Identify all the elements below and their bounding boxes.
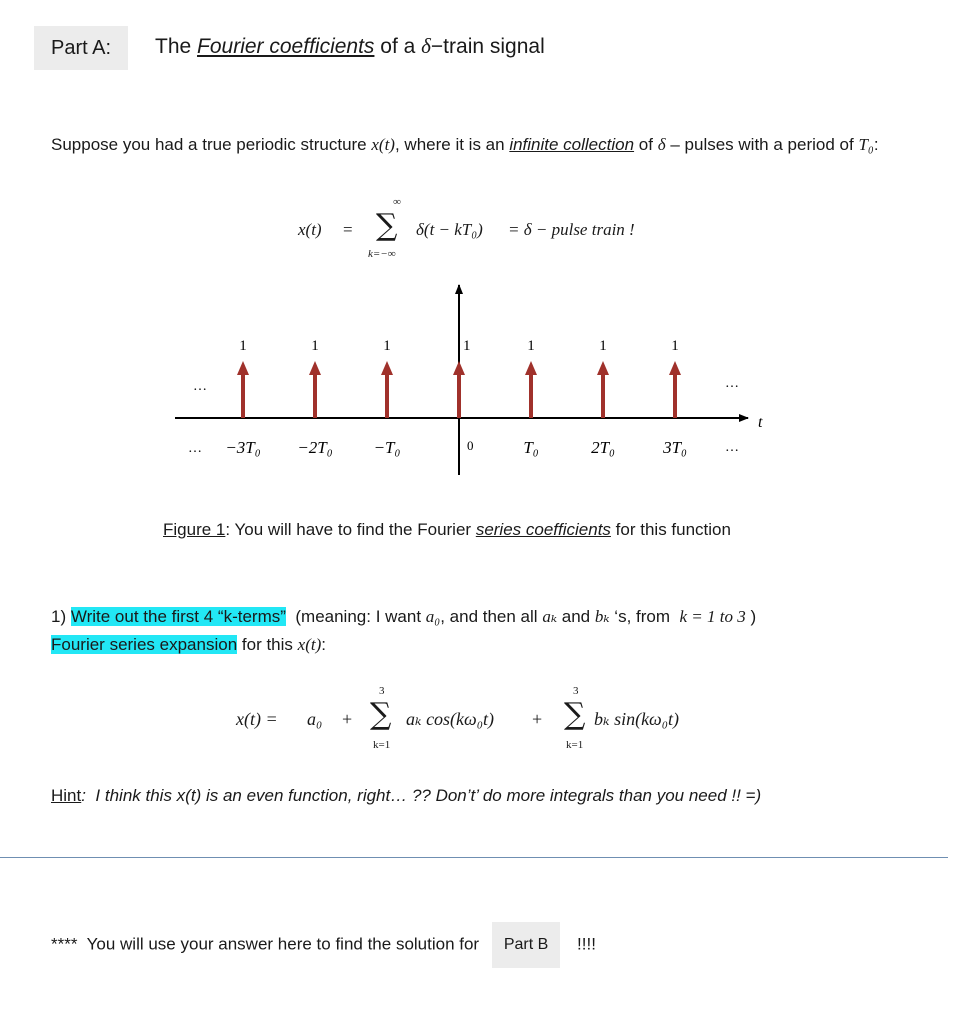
hint-line <box>51 786 761 806</box>
caption-figure-ref: Figure 1 <box>163 520 226 539</box>
intro-text-5: : <box>873 135 879 154</box>
question-1 <box>51 603 931 659</box>
stem-value-label: 1 <box>671 338 679 354</box>
stem-tick-label: 2T₀ <box>591 438 615 457</box>
eq1-sum-top: ∞ <box>393 196 401 208</box>
q1-highlight-1: Write out the first 4 “k-terms” <box>70 607 286 626</box>
hint-text: I think this x(t) is an even function, right… ?? Don’t’ do more integrals than you need !! =) <box>95 786 762 805</box>
eq2-a0: a₀ <box>307 709 323 729</box>
caption-text-1: : You will have to find the Fourier <box>225 520 472 539</box>
stem-value-label: 1 <box>463 338 471 354</box>
q1-text-3: and <box>561 607 591 626</box>
eq1-lhs: x(t) <box>298 220 322 239</box>
intro-link: infinite collection <box>509 135 635 154</box>
q1-ak: aₖ <box>542 607 558 626</box>
eq2-sum2-bottom: k=1 <box>566 739 584 751</box>
ellipsis-right-bottom: … <box>725 440 739 455</box>
hint-colon: : <box>81 786 86 805</box>
eq2-sum1-bottom: k=1 <box>373 739 391 751</box>
eq2-plus-1: + <box>342 709 353 729</box>
footer-text: You will use your answer here to find the solution for <box>86 934 480 954</box>
title-suffix: −train signal <box>430 35 545 58</box>
stem-tick-label: −T₀ <box>373 438 401 457</box>
intro-delta: δ <box>657 135 666 154</box>
eq2-sum1-top: 3 <box>379 685 385 697</box>
q1-text-1: (meaning: I want <box>295 607 422 626</box>
q1-text-6: for this <box>241 635 293 654</box>
q1-text-5: ) <box>750 607 757 626</box>
q1-number: 1) <box>51 607 67 626</box>
q1-a0: a₀ <box>425 607 441 626</box>
q1-highlight-2: Fourier series expansion <box>51 635 238 654</box>
stem-tick-label: 3T₀ <box>663 438 687 457</box>
eq1-rhs: = δ − pulse train ! <box>508 220 635 239</box>
part-b-label: Part B <box>492 922 560 968</box>
equation-fourier-series <box>236 685 756 755</box>
equation-delta-train <box>298 196 738 270</box>
ellipsis-left-top: … <box>193 379 207 394</box>
title-prefix: The <box>155 35 192 58</box>
intro-text-3: of <box>638 135 653 154</box>
eq2-lhs: x(t) = <box>236 709 278 729</box>
q1-bk: bₖ <box>594 607 610 626</box>
eq2-term-1: aₖ cos(kω₀t) <box>406 709 495 729</box>
title-link: Fourier coefficients <box>197 35 375 58</box>
eq2-sigma-2: ∑ <box>564 697 586 732</box>
stem-value-label: 1 <box>311 338 319 354</box>
title-mid: of a <box>380 35 416 58</box>
q1-range: k = 1 to 3 <box>679 607 746 626</box>
caption-link: series coefficients <box>475 520 611 539</box>
stem-value-label: 1 <box>599 338 607 354</box>
eq1-term: δ(t − kT₀) <box>416 220 483 239</box>
eq2-plus-2: + <box>532 709 543 729</box>
eq2-sigma-1: ∑ <box>370 697 392 732</box>
stem-value-label: 1 <box>527 338 535 354</box>
page-title <box>155 34 545 59</box>
eq2-term-2: bₖ sin(kω₀t) <box>594 709 680 729</box>
stem-tick-label: T₀ <box>523 438 539 457</box>
stem-tick-label: −3T₀ <box>225 438 261 457</box>
hint-label: Hint <box>51 786 82 805</box>
stem-tick-label: 0 <box>467 438 474 453</box>
caption-text-2: for this function <box>615 520 731 539</box>
delta-train-figure <box>150 275 790 490</box>
stem-value-label: 1 <box>383 338 391 354</box>
intro-text-1: Suppose you had a true periodic structure <box>51 135 367 154</box>
figure-caption <box>163 520 731 540</box>
intro-T0: T₀ <box>858 135 874 154</box>
part-a-label: Part A: <box>34 26 128 70</box>
intro-text-2: , where it is an <box>394 135 505 154</box>
eq1-equals: = <box>343 220 353 239</box>
intro-paragraph <box>51 131 911 159</box>
ellipsis-right-top: … <box>725 376 739 391</box>
title-delta: δ <box>421 34 431 58</box>
section-divider <box>0 857 948 858</box>
q1-text-7: : <box>321 635 326 654</box>
stem-value-label: 1 <box>239 338 247 354</box>
stem-tick-label: −2T₀ <box>297 438 333 457</box>
q1-xt: x(t) <box>297 635 322 654</box>
eq1-sum-bottom: k=−∞ <box>368 248 396 260</box>
axis-label-t: t <box>758 414 763 431</box>
eq2-sum2-top: 3 <box>573 685 579 697</box>
footer-note <box>51 922 596 968</box>
q1-text-2: , and then all <box>440 607 538 626</box>
eq1-sigma: ∑ <box>376 208 398 243</box>
footer-stars: **** <box>51 934 78 954</box>
q1-text-4: ‘s, from <box>614 607 671 626</box>
intro-text-4: – pulses with a period of <box>670 135 854 154</box>
ellipsis-left-bottom: … <box>188 441 202 456</box>
intro-xt: x(t) <box>371 135 395 154</box>
footer-bang: !!!! <box>577 934 596 954</box>
